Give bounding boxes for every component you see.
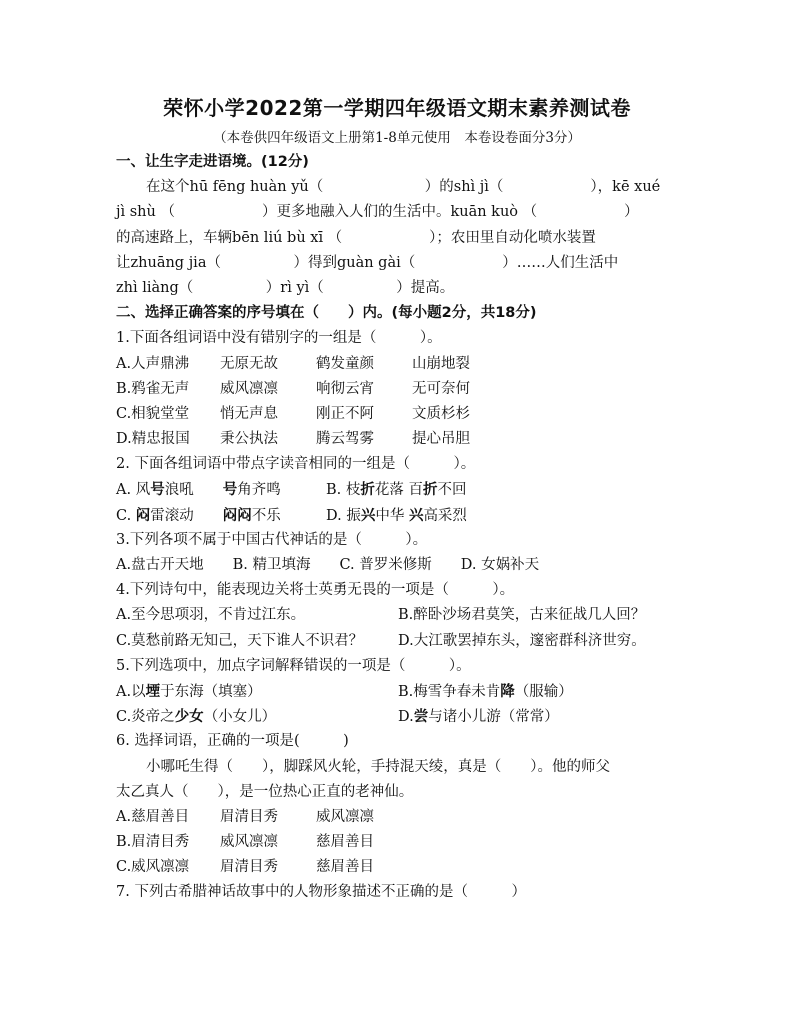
text: 高采烈	[423, 507, 467, 524]
text: 与诸小儿游（常常）	[428, 709, 559, 726]
text: 中华	[375, 507, 409, 524]
option-cell: 腾云驾雾	[316, 431, 374, 448]
q4-option-b: B.醉卧沙场君莫笑，古来征战几人回？	[398, 607, 646, 624]
section1-line-2: jì shù （ ）更多地融入人们的生活中。kuān kuò （ ）	[116, 204, 639, 221]
q2-option-b	[326, 477, 466, 503]
text: 角齐鸣	[237, 482, 281, 499]
option-cell: 秉公执法	[220, 431, 278, 448]
option-cell: 提心吊胆	[412, 431, 470, 448]
option-cell: 眉清目秀	[220, 808, 278, 825]
q5-option-c	[116, 704, 398, 730]
section1-heading: 一、让生字走进语境。(12分)	[116, 154, 309, 170]
section1-line-1: 在这个hū fēng huàn yǔ（ ）的shì jì（ ），kē xué	[146, 179, 661, 196]
q1-option-d	[116, 427, 686, 452]
option-cell: 无可奈何	[412, 380, 470, 397]
dotted-char: 号	[222, 481, 238, 499]
dotted-char: 折	[360, 481, 375, 499]
option-cell: B.眉清目秀	[116, 834, 190, 851]
option-cell: 悄无声息	[220, 405, 278, 422]
option-cell: 文质杉杉	[412, 405, 470, 422]
q4-option-d: D.大江歌罢掉东头，邃密群科济世穷。	[398, 632, 646, 649]
option-cell: 无原无故	[220, 355, 278, 372]
dotted-char: 降	[500, 682, 515, 700]
q4-options-ab	[116, 603, 686, 628]
option-cell: 慈眉善目	[316, 859, 374, 876]
dotted-char: 兴	[408, 506, 424, 524]
q1-option-c	[116, 402, 686, 427]
dotted-char: 兴	[360, 506, 376, 524]
dotted-char: 闷	[135, 506, 151, 524]
option-cell: 威风凛凛	[220, 380, 278, 397]
section2-heading: 二、选择正确答案的序号填在（ ）内。(每小题2分，共18分)	[116, 305, 537, 322]
exam-title: 荣怀小学2022第一学期四年级语文期末素养测试卷	[163, 96, 631, 120]
text: （小女儿）	[203, 709, 277, 726]
q1-option-b	[116, 377, 686, 402]
q3-stem: 3.下列各项不属于中国古代神话的是（ ）。	[116, 531, 428, 548]
q4-options-cd	[116, 629, 686, 654]
option-cell: D.精忠报国	[116, 431, 190, 448]
q6-option-c	[116, 855, 686, 880]
option-cell: 响彻云宵	[316, 380, 374, 397]
dotted-char: 号	[150, 481, 165, 499]
q2-options-cd	[116, 503, 686, 528]
q1-option-a	[116, 352, 686, 377]
text: （服输）	[514, 683, 573, 700]
q1-stem: 1.下面各组词语中没有错别字的一组是（ ）。	[116, 330, 442, 347]
text: 浪吼	[164, 482, 223, 499]
q4-option-c: C.莫愁前路无知己，天下谁人不识君？	[116, 632, 364, 649]
option-cell: A.慈眉善目	[116, 808, 190, 825]
q5-options-cd	[116, 704, 686, 729]
option-cell: 刚正不阿	[316, 405, 374, 422]
text: 雷滚动	[150, 507, 223, 524]
option-cell: C.相貌堂堂	[116, 405, 190, 422]
q5-options-ab	[116, 679, 686, 704]
text: 不回	[437, 482, 467, 499]
option-cell: 山崩地裂	[412, 355, 470, 372]
text: B. 枝	[326, 482, 361, 499]
text: D.	[398, 709, 414, 726]
option-cell: 鹤发童颜	[316, 355, 374, 372]
option-cell: 威风凛凛	[220, 834, 278, 851]
dotted-char: 闷闷	[222, 506, 252, 524]
q2-options-ab	[116, 477, 686, 502]
q3-options: A.盘古开天地 B. 精卫填海 C. 普罗米修斯 D. 女娲补天	[116, 557, 540, 573]
section1-line-5: zhì liàng（ ）rì yì（ ）提高。	[116, 279, 455, 296]
text: D. 振	[326, 507, 361, 524]
dotted-char: 折	[422, 481, 438, 499]
option-cell: A.人声鼎沸	[116, 355, 190, 372]
q6-option-b	[116, 830, 686, 855]
text: 不乐	[251, 507, 281, 524]
q6-paragraph-2: 太乙真人（ ），是一位热心正直的老神仙。	[116, 783, 414, 800]
dotted-char: 尝	[413, 708, 429, 726]
text: 花落 百	[374, 482, 423, 499]
text: 于东海（填塞）	[160, 683, 262, 700]
text: A. 风	[116, 482, 151, 499]
dotted-char: 少女	[174, 708, 204, 726]
q5-option-a	[116, 679, 398, 705]
section1-line-4: 让zhuāng jia（ ）得到guàn gài（ ）……人们生活中	[116, 254, 619, 271]
exam-subtitle: （本卷供四年级语文上册第1-8单元使用 本卷设卷面分3分）	[213, 130, 581, 146]
text: C.	[116, 507, 136, 524]
q5-stem: 5.下列选项中，加点字词解释错误的一项是（ ）。	[116, 657, 471, 674]
text: C.炎帝之	[116, 709, 175, 726]
q4-option-a: A.至今思项羽，不肯过江东。	[116, 607, 306, 624]
option-cell: 威风凛凛	[316, 808, 374, 825]
q2-option-a	[116, 477, 326, 503]
section1-line-3: 的高速路上，车辆bēn liú bù xī （ ）；农田里自动化喷水装置	[116, 229, 596, 246]
option-cell: B.鸦雀无声	[116, 380, 190, 397]
option-cell: 慈眉善目	[316, 834, 374, 851]
q5-option-d	[398, 704, 559, 730]
q7-stem: 7. 下列古希腊神话故事中的人物形象描述不正确的是（ ）	[116, 884, 526, 901]
text: A.以	[116, 683, 146, 700]
q4-stem: 4.下列诗句中，能表现边关将士英勇无畏的一项是（ ）。	[116, 582, 515, 599]
exam-content	[116, 150, 686, 906]
q6-option-a	[116, 805, 686, 830]
q5-option-b	[398, 679, 573, 705]
q6-paragraph-1: 小哪吒生得（ ），脚踩风火轮，手持混天绫，真是（ ）。他的师父	[146, 758, 610, 775]
text: B.梅雪争春未肯	[398, 683, 501, 700]
option-cell: C.威风凛凛	[116, 859, 190, 876]
dotted-char: 堙	[145, 682, 161, 700]
q2-stem: 2. 下面各组词语中带点字读音相同的一组是（ ）。	[116, 456, 476, 473]
q6-stem: 6. 选择词语，正确的一项是( )	[116, 733, 349, 750]
q2-option-d	[326, 503, 467, 529]
option-cell: 眉清目秀	[220, 859, 278, 876]
q2-option-c	[116, 503, 326, 529]
